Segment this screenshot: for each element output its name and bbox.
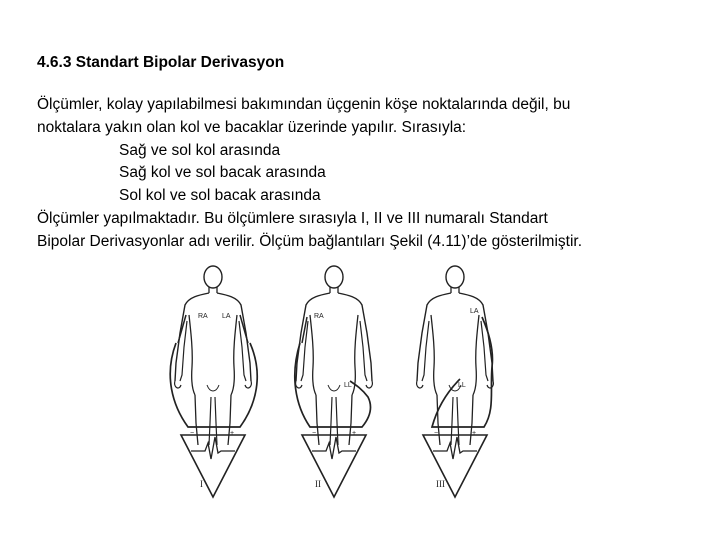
electrode-label-ll: LL — [458, 382, 466, 389]
figure-svg — [150, 255, 516, 500]
plus-sign: + — [352, 430, 357, 437]
minus-sign: − — [190, 430, 195, 437]
electrode-label-ll: LL — [344, 382, 352, 389]
list-item-2: Sağ kol ve sol bacak arasında — [119, 164, 326, 182]
plus-sign: + — [230, 430, 235, 437]
paragraph-line-4: Bipolar Derivasyonlar adı verilir. Ölçüm bağlantıları Şekil (4.11)’de gösterilmiştir. — [37, 232, 583, 250]
minus-sign: − — [312, 430, 317, 437]
list-item-3: Sol kol ve sol bacak arasında — [119, 187, 321, 205]
lead-number: I — [200, 479, 203, 489]
list-item-1: Sağ ve sol kol arasında — [119, 141, 281, 159]
bipolar-leads-figure — [150, 255, 516, 500]
paragraph-line-1: Ölçümler, kolay yapılabilmesi bakımından üçgenin köşe noktalarında değil, bu — [37, 96, 571, 113]
electrode-label-ra: RA — [198, 313, 208, 320]
paragraph-line-3: Ölçümler yapılmaktadır. Bu ölçümlere sırasıyla I, II ve III numaralı Standart — [37, 209, 548, 227]
lead-number: II — [315, 479, 321, 489]
body-paragraph — [37, 94, 707, 254]
paragraph-line-2: noktalara yakın olan kol ve bacaklar üzerinde yapılır. Sırasıyla: — [37, 118, 467, 136]
lead-II-panel — [295, 266, 373, 497]
lead-III-panel — [417, 266, 494, 497]
electrode-label-la: LA — [470, 308, 479, 315]
electrode-label-la: LA — [222, 313, 231, 320]
lead-number: III — [436, 479, 445, 489]
minus-sign: − — [434, 430, 439, 437]
lead-I-panel — [170, 266, 257, 497]
electrode-label-ra: RA — [314, 313, 324, 320]
plus-sign: + — [472, 430, 477, 437]
section-heading: 4.6.3 Standart Bipolar Derivasyon — [37, 54, 285, 71]
